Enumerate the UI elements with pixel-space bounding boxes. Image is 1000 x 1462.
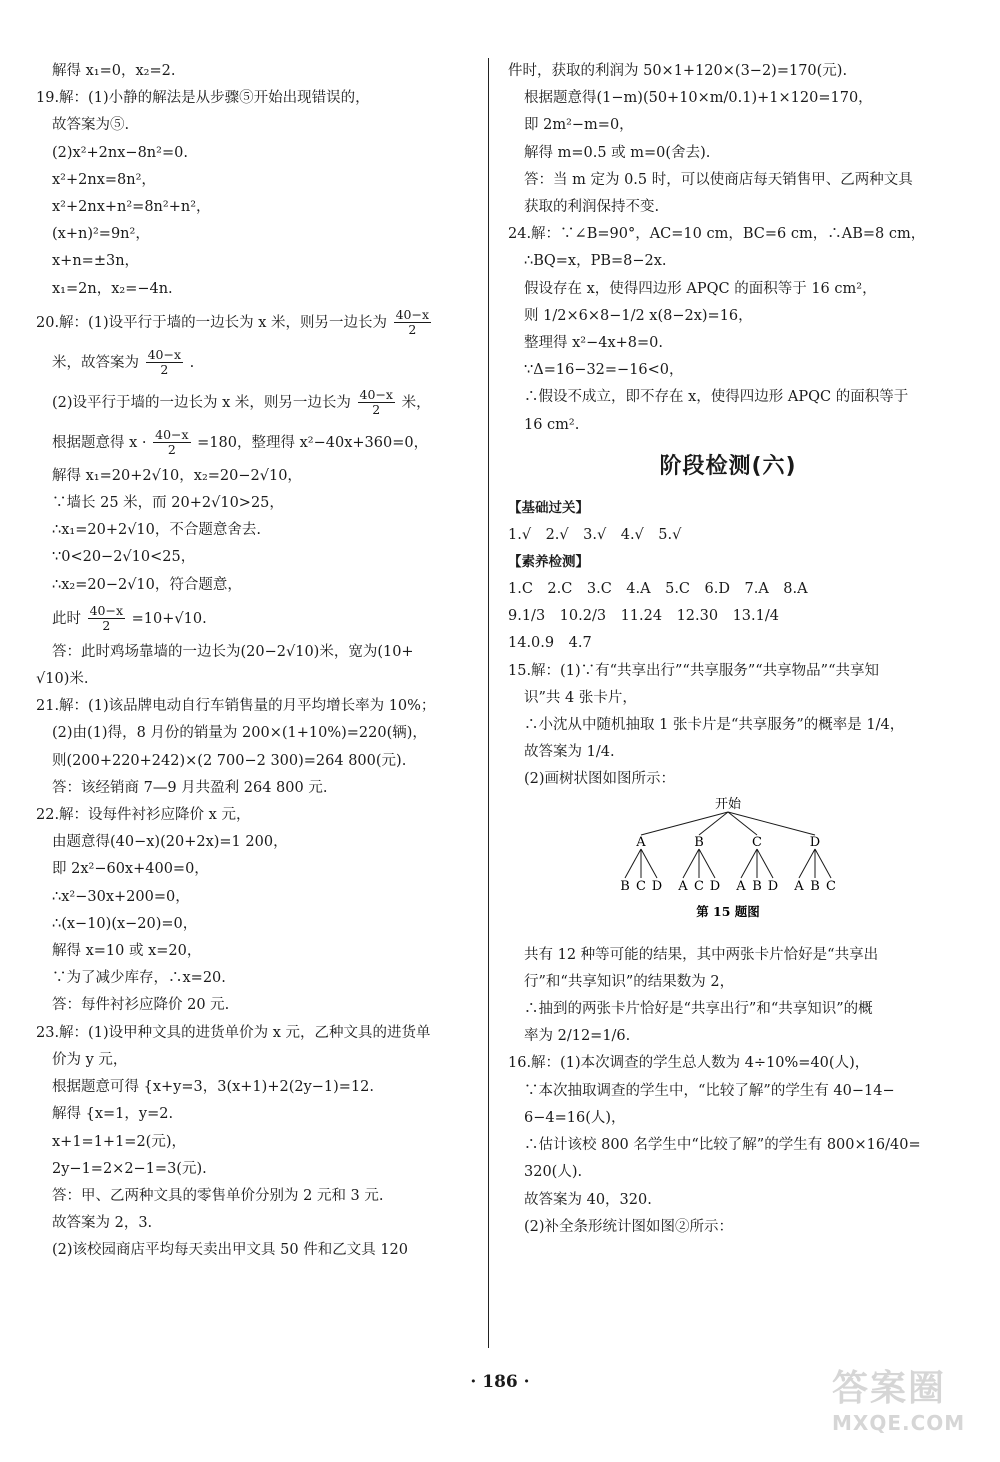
- answer-line: (2)x²+2nx−8n²=0.: [52, 144, 188, 161]
- q20-line4: [36, 423, 476, 463]
- tree-leaf-label: B: [752, 878, 762, 894]
- text: 20.解：(1)设平行于墙的一边长为 x 米，则另一边长为: [36, 314, 387, 331]
- tree-leaf-label: C: [826, 878, 836, 894]
- answer-line: ∴小沈从中随机抽取 1 张卡片是“共享服务”的概率是 1/4，: [524, 717, 905, 734]
- fill-answers: 9.1/3 10.2/3 11.24 12.30 13.1/4: [508, 608, 779, 625]
- answer-line: 故答案为⑤.: [52, 117, 130, 134]
- answer-line: 则 1/2×6×8−1/2 x(8−2x)=16，: [524, 307, 753, 324]
- fraction: $\frac{40-x}{2}$: [147, 347, 182, 378]
- answer-line: 22.解：设每件衬衫应降价 x 元，: [36, 807, 251, 824]
- fraction: $\frac{40-x}{2}$: [359, 387, 393, 418]
- tree-edge: [728, 812, 815, 835]
- q20-line10: [36, 599, 476, 639]
- q20-line1: [36, 303, 476, 343]
- tree-leaf-label: C: [694, 878, 704, 894]
- answer-line: ∴x₁=20+2√10，不合题意舍去.: [52, 522, 261, 539]
- text: 米，: [401, 394, 431, 411]
- quality-heading: 【素养检测】: [508, 554, 589, 571]
- text: .: [189, 354, 195, 371]
- tree-caption: 第 15 题图: [696, 903, 760, 919]
- answer-line: 即 2x²−60x+400=0，: [52, 861, 209, 878]
- tree-leaf-label: A: [736, 878, 746, 894]
- basic-answers: 1.√ 2.√ 3.√ 4.√ 5.√: [508, 526, 682, 543]
- tree-root-label: 开始: [714, 796, 742, 812]
- watermark-url: MXQE.COM: [832, 1411, 966, 1435]
- tree-branch-label: B: [694, 834, 704, 850]
- fraction: $\frac{40-x}{2}$: [155, 427, 189, 458]
- answer-line: x₁=2n，x₂=−4n.: [52, 280, 173, 297]
- tree-leaf-label: D: [651, 878, 663, 894]
- tree-edge: [815, 849, 831, 878]
- answer-line: x+n=±3n，: [52, 253, 140, 270]
- watermark-logo-text: 答案圈: [832, 1368, 947, 1409]
- q20-line3: [36, 383, 476, 423]
- answer-line: 15.解：(1)∵有“共享出行”“共享服务”“共享物品”“共享知: [508, 662, 879, 679]
- answer-line: ∵本次抽取调查的学生中，“比较了解”的学生有 40−14−: [524, 1082, 895, 1099]
- tree-edge: [641, 849, 657, 878]
- answer-line: 故答案为 1/4.: [524, 744, 615, 761]
- answer-line: 答：当 m 定为 0.5 时，可以使商店每天销售甲、乙两种文具: [524, 171, 913, 188]
- answer-line: ∴x₂=20−2√10，符合题意，: [52, 576, 242, 593]
- answer-line: (2)该校园商店平均每天卖出甲文具 50 件和乙文具 120: [52, 1242, 408, 1259]
- tree-leaf-label: A: [678, 878, 688, 894]
- basic-heading: 【基础过关】: [508, 499, 589, 516]
- answer-line: ∵0<20−2√10<25，: [52, 549, 196, 566]
- answer-line: ∵墙长 25 米，而 20+2√10>25，: [52, 495, 284, 512]
- tree-edge: [625, 849, 641, 878]
- tree-edge: [799, 849, 815, 878]
- answer-line: 根据题意得(1−m)(50+10×m/0.1)+1×120=170，: [524, 90, 873, 107]
- answer-line: 获取的利润保持不变.: [524, 199, 660, 216]
- answer-line: 解得 {x=1，y=2.: [52, 1106, 174, 1123]
- answer-line: x+1=1+1=2(元)，: [52, 1133, 186, 1150]
- answer-line: ∴估计该校 800 名学生中“比较了解”的学生有 800×16/40=: [524, 1137, 921, 1154]
- answer-line: ∵Δ=16−32=−16<0，: [524, 362, 684, 379]
- answer-line: 率为 2/12=1/6.: [524, 1028, 631, 1045]
- answer-line: 根据题意可得 {x+y=3，3(x+1)+2(2y−1)=12.: [52, 1079, 375, 1096]
- text: 此时: [52, 610, 81, 627]
- answer-line: (x+n)²=9n²，: [52, 226, 150, 243]
- tree-edge: [641, 812, 728, 835]
- answer-line: 件时，获取的利润为 50×1+120×(3−2)=170(元).: [508, 63, 848, 79]
- tree-leaf-label: D: [709, 878, 721, 894]
- answer-line: (2)补全条形统计图如图②所示：: [524, 1218, 734, 1235]
- text: =10+√10.: [131, 610, 207, 627]
- answer-line: √10)米.: [36, 671, 89, 688]
- answer-line: 答：甲、乙两种文具的零售单价分别为 2 元和 3 元.: [52, 1187, 384, 1204]
- q20-line2: [36, 343, 476, 383]
- answer-line: 解得 x=10 或 x=20，: [52, 943, 202, 960]
- answer-line: 6−4=16(人)，: [524, 1109, 626, 1126]
- answer-line: 由题意得(40−x)(20+2x)=1 200，: [52, 834, 288, 851]
- text: 米，故答案为: [52, 354, 139, 371]
- answer-line: 行”和“共享知识”的结果数为 2，: [524, 973, 735, 990]
- quality-answers: 1.C 2.C 3.C 4.A 5.C 6.D 7.A 8.A: [508, 581, 808, 598]
- section-title: 阶段检测(六): [659, 453, 797, 479]
- answer-line: 答：此时鸡场靠墙的一边长为(20−2√10)米，宽为(10+: [52, 643, 414, 660]
- tree-leaf-label: B: [620, 878, 630, 894]
- tree-diagram-svg: [608, 794, 848, 942]
- answer-line: 故答案为 2，3.: [52, 1215, 153, 1232]
- answer-line: 23.解：(1)设甲种文具的进货单价为 x 元，乙种文具的进货单: [36, 1024, 431, 1041]
- answer-line: 共有 12 种等可能的结果，其中两张卡片恰好是“共享出: [524, 946, 879, 963]
- answer-line: 解得 x₁=0，x₂=2.: [52, 63, 176, 79]
- tree-edge: [683, 849, 699, 878]
- answer-line: 16.解：(1)本次调查的学生总人数为 4÷10%=40(人)，: [508, 1055, 870, 1072]
- watermark: [832, 1360, 982, 1450]
- text: =180，整理得 x²−40x+360=0，: [197, 434, 429, 451]
- text: (2)设平行于墙的一边长为 x 米，则另一边长为: [52, 394, 351, 411]
- right-column: [508, 58, 948, 1241]
- tree-branch-label: C: [752, 834, 762, 850]
- answer-line: 320(人).: [524, 1164, 583, 1181]
- answer-line: 答：该经销商 7—9 月共盈利 264 800 元.: [52, 779, 328, 796]
- answer-line: ∴BQ=x，PB=8−2x.: [524, 253, 667, 270]
- answer-line: 16 cm².: [524, 416, 580, 433]
- left-column: [36, 58, 476, 1265]
- answer-line: (2)由(1)得，8 月份的销量为 200×(1+10%)=220(辆)，: [52, 725, 427, 742]
- tree-leaf-label: B: [810, 878, 820, 894]
- tree-branch-label: A: [636, 834, 646, 850]
- tree-leaf-label: D: [767, 878, 779, 894]
- tree-leaf-label: C: [636, 878, 646, 894]
- answer-line: 则(200+220+242)×(2 700−2 300)=264 800(元).: [52, 752, 407, 769]
- tree-diagram: [508, 794, 948, 942]
- column-divider: [488, 58, 489, 1348]
- tree-edge: [741, 849, 757, 878]
- answer-line: 19.解：(1)小静的解法是从步骤⑤开始出现错误的，: [36, 90, 370, 107]
- answer-line: 21.解：(1)该品牌电动自行车销售量的月平均增长率为 10%；: [36, 698, 436, 715]
- tree-edge: [699, 849, 715, 878]
- tree-leaf-label: A: [794, 878, 804, 894]
- answer-line: ∴(x−10)(x−20)=0，: [52, 915, 198, 932]
- answer-line: 解得 x₁=20+2√10，x₂=20−2√10，: [52, 467, 302, 484]
- answer-line: 解得 m=0.5 或 m=0(舍去).: [524, 144, 711, 161]
- answer-line: ∴假设不成立，即不存在 x，使得四边形 APQC 的面积等于: [524, 389, 909, 406]
- answer-line: 24.解：∵∠B=90°，AC=10 cm，BC=6 cm，∴AB=8 cm，: [508, 226, 926, 243]
- text: 根据题意得 x ·: [52, 434, 147, 451]
- answer-line: 价为 y 元，: [52, 1051, 128, 1068]
- answer-line: ∴抽到的两张卡片恰好是“共享出行”和“共享知识”的概: [524, 1001, 873, 1018]
- tree-branch-label: D: [809, 834, 821, 850]
- answer-line: x²+2nx+n²=8n²+n²，: [52, 199, 211, 216]
- answer-line: 识”共 4 张卡片，: [524, 689, 637, 706]
- answer-line: (2)画树状图如图所示：: [524, 771, 676, 788]
- answer-line: 故答案为 40，320.: [524, 1191, 652, 1208]
- answer-line: 假设存在 x，使得四边形 APQC 的面积等于 16 cm²，: [524, 280, 877, 297]
- answer-line: x²+2nx=8n²，: [52, 171, 156, 188]
- answer-line: 即 2m²−m=0，: [524, 117, 634, 134]
- tree-edge: [757, 849, 773, 878]
- page-number: · 186 ·: [470, 1372, 530, 1392]
- answer-line: ∵为了减少库存，∴x=20.: [52, 970, 226, 987]
- answer-line: 2y−1=2×2−1=3(元).: [52, 1160, 207, 1177]
- answer-line: 答：每件衬衫应降价 20 元.: [52, 997, 230, 1014]
- answer-line: 整理得 x²−4x+8=0.: [524, 335, 664, 352]
- answer-line: ∴x²−30x+200=0，: [52, 888, 190, 905]
- fraction: $\frac{40-x}{2}$: [395, 307, 430, 338]
- fraction: $\frac{40-x}{2}$: [89, 603, 124, 634]
- answer-line: 14.0.9 4.7: [508, 635, 592, 652]
